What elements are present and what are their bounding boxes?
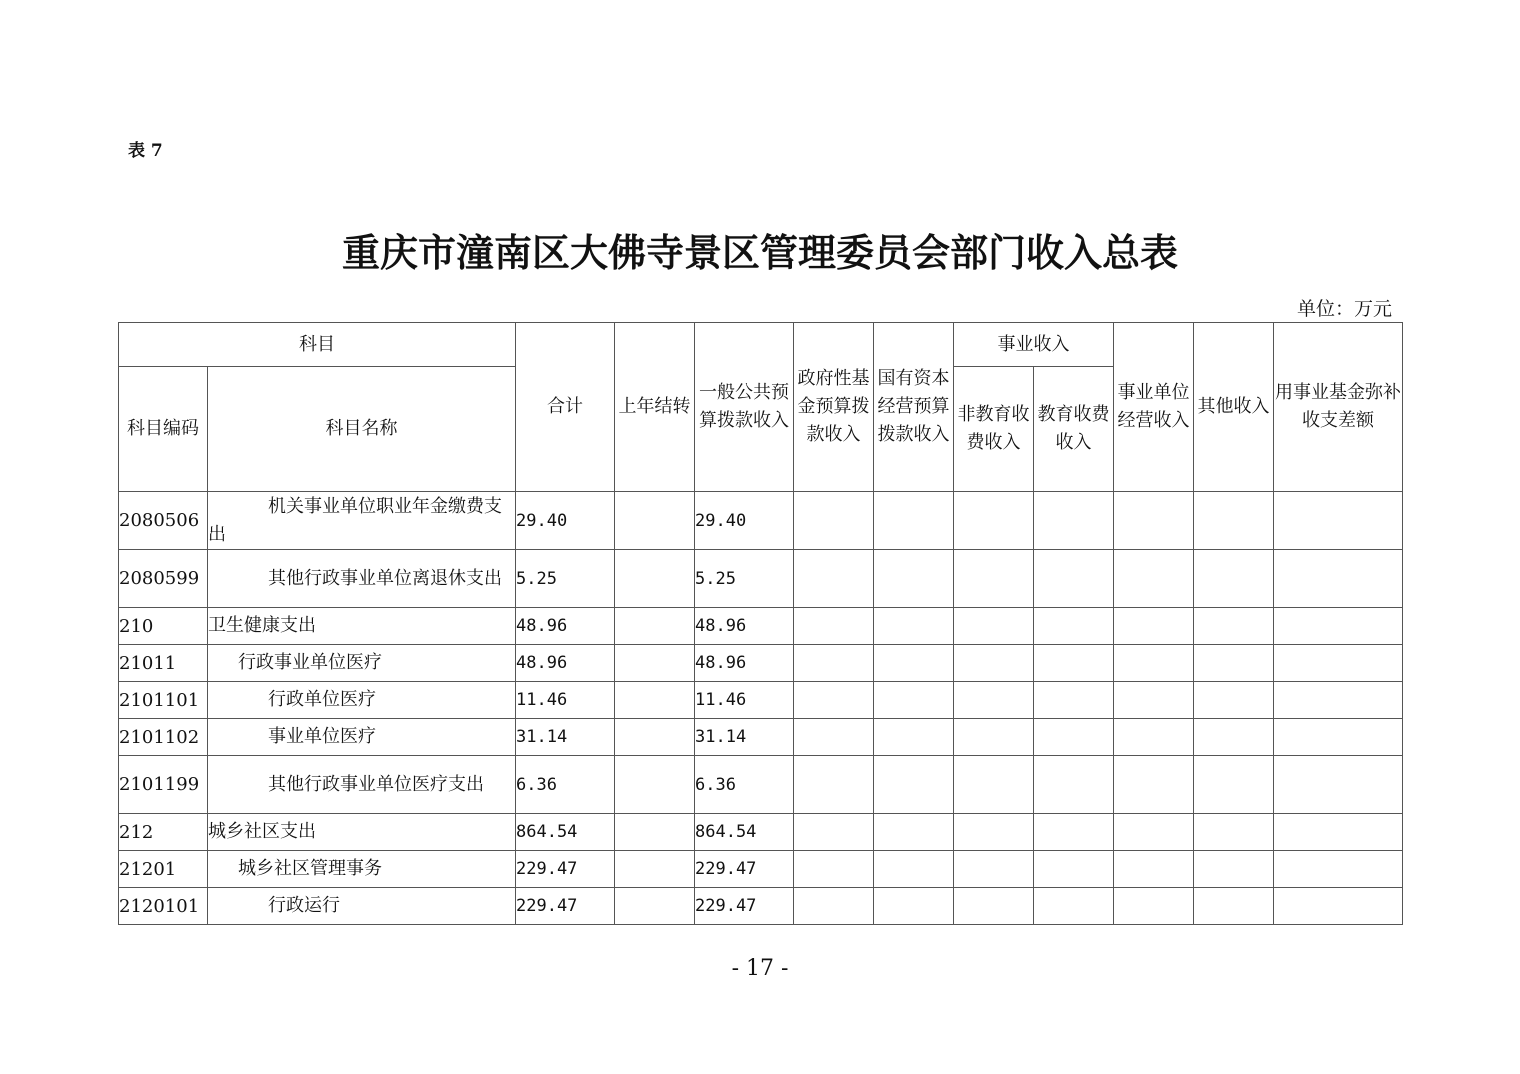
table-body xyxy=(119,492,1403,925)
row-name: 机关事业单位职业年金缴费支出 xyxy=(208,492,516,550)
table-row xyxy=(119,492,1403,550)
row-name: 事业单位医疗 xyxy=(208,719,516,756)
row-carryover xyxy=(615,608,695,645)
row-empty-cell xyxy=(1194,851,1274,888)
row-carryover xyxy=(615,851,695,888)
row-total: 229.47 xyxy=(516,851,615,888)
row-empty-cell xyxy=(1194,814,1274,851)
row-code: 212 xyxy=(119,814,208,851)
row-empty-cell xyxy=(1194,682,1274,719)
row-empty-cell xyxy=(1034,756,1114,814)
row-empty-cell xyxy=(794,888,874,925)
row-name: 城乡社区管理事务 xyxy=(208,851,516,888)
row-empty-cell xyxy=(794,492,874,550)
row-empty-cell xyxy=(874,645,954,682)
row-empty-cell xyxy=(954,814,1034,851)
row-carryover xyxy=(615,719,695,756)
page-number: - 17 - xyxy=(731,956,789,981)
row-total: 31.14 xyxy=(516,719,615,756)
row-total: 5.25 xyxy=(516,550,615,608)
row-general: 29.40 xyxy=(695,492,794,550)
row-empty-cell xyxy=(1114,756,1194,814)
table-row xyxy=(119,851,1403,888)
header-non-edu-fee: 非教育收费收入 xyxy=(954,367,1034,492)
row-general: 229.47 xyxy=(695,888,794,925)
row-code: 2101199 xyxy=(119,756,208,814)
row-empty-cell xyxy=(1114,645,1194,682)
row-empty-cell xyxy=(954,608,1034,645)
row-empty-cell xyxy=(874,682,954,719)
row-name: 行政单位医疗 xyxy=(208,682,516,719)
row-empty-cell xyxy=(1034,719,1114,756)
row-code: 2080599 xyxy=(119,550,208,608)
row-empty-cell xyxy=(954,492,1034,550)
row-empty-cell xyxy=(954,645,1034,682)
row-empty-cell xyxy=(954,888,1034,925)
row-empty-cell xyxy=(1274,645,1403,682)
row-empty-cell xyxy=(1114,814,1194,851)
row-general: 48.96 xyxy=(695,608,794,645)
row-total: 48.96 xyxy=(516,645,615,682)
row-empty-cell xyxy=(1194,608,1274,645)
row-empty-cell xyxy=(954,682,1034,719)
row-empty-cell xyxy=(794,756,874,814)
header-state-capital: 国有资本经营预算拨款收入 xyxy=(874,323,954,492)
income-table xyxy=(118,322,1403,925)
header-carryover: 上年结转 xyxy=(615,323,695,492)
row-empty-cell xyxy=(1194,756,1274,814)
row-empty-cell xyxy=(1034,608,1114,645)
row-empty-cell xyxy=(794,550,874,608)
table-label: 表 7 xyxy=(128,141,163,161)
row-empty-cell xyxy=(1274,814,1403,851)
table-row xyxy=(119,550,1403,608)
row-empty-cell xyxy=(794,645,874,682)
row-empty-cell xyxy=(1034,851,1114,888)
row-name: 行政事业单位医疗 xyxy=(208,645,516,682)
row-empty-cell xyxy=(1194,550,1274,608)
row-empty-cell xyxy=(1114,888,1194,925)
row-name: 城乡社区支出 xyxy=(208,814,516,851)
header-gov-fund: 政府性基金预算拨款收入 xyxy=(794,323,874,492)
header-subject-group: 科目 xyxy=(119,323,516,367)
header-name: 科目名称 xyxy=(208,367,516,492)
table-row xyxy=(119,888,1403,925)
table-header xyxy=(119,323,1403,492)
table-row xyxy=(119,756,1403,814)
row-code: 21011 xyxy=(119,645,208,682)
row-empty-cell xyxy=(794,608,874,645)
row-empty-cell xyxy=(874,756,954,814)
row-code: 21201 xyxy=(119,851,208,888)
row-empty-cell xyxy=(1114,851,1194,888)
row-empty-cell xyxy=(1274,682,1403,719)
row-general: 864.54 xyxy=(695,814,794,851)
row-carryover xyxy=(615,645,695,682)
row-code: 2120101 xyxy=(119,888,208,925)
row-carryover xyxy=(615,756,695,814)
row-name: 其他行政事业单位离退休支出 xyxy=(208,550,516,608)
row-total: 6.36 xyxy=(516,756,615,814)
row-total: 864.54 xyxy=(516,814,615,851)
table-row xyxy=(119,682,1403,719)
row-general: 11.46 xyxy=(695,682,794,719)
row-total: 11.46 xyxy=(516,682,615,719)
row-empty-cell xyxy=(874,719,954,756)
row-empty-cell xyxy=(1114,608,1194,645)
row-empty-cell xyxy=(1274,888,1403,925)
unit-label: 单位：万元 xyxy=(1296,298,1392,320)
row-empty-cell xyxy=(1194,492,1274,550)
row-code: 2101102 xyxy=(119,719,208,756)
row-carryover xyxy=(615,492,695,550)
row-total: 229.47 xyxy=(516,888,615,925)
row-general: 48.96 xyxy=(695,645,794,682)
document-title: 重庆市潼南区大佛寺景区管理委员会部门收入总表 xyxy=(341,231,1178,275)
row-empty-cell xyxy=(954,756,1034,814)
row-carryover xyxy=(615,682,695,719)
row-empty-cell xyxy=(794,814,874,851)
row-carryover xyxy=(615,550,695,608)
row-carryover xyxy=(615,814,695,851)
row-empty-cell xyxy=(954,851,1034,888)
row-carryover xyxy=(615,888,695,925)
header-edu-fee: 教育收费收入 xyxy=(1034,367,1114,492)
header-general-budget: 一般公共预算拨款收入 xyxy=(695,323,794,492)
row-empty-cell xyxy=(1034,814,1114,851)
table-row xyxy=(119,645,1403,682)
row-empty-cell xyxy=(1114,550,1194,608)
row-empty-cell xyxy=(874,608,954,645)
row-empty-cell xyxy=(1114,492,1194,550)
row-empty-cell xyxy=(1274,550,1403,608)
row-general: 6.36 xyxy=(695,756,794,814)
row-empty-cell xyxy=(1114,682,1194,719)
header-code: 科目编码 xyxy=(119,367,208,492)
row-empty-cell xyxy=(794,851,874,888)
table-row xyxy=(119,719,1403,756)
row-code: 2080506 xyxy=(119,492,208,550)
header-other: 其他收入 xyxy=(1194,323,1274,492)
row-empty-cell xyxy=(874,814,954,851)
row-empty-cell xyxy=(1114,719,1194,756)
row-empty-cell xyxy=(1194,888,1274,925)
row-name: 卫生健康支出 xyxy=(208,608,516,645)
row-total: 48.96 xyxy=(516,608,615,645)
row-empty-cell xyxy=(1034,682,1114,719)
row-empty-cell xyxy=(1034,888,1114,925)
row-empty-cell xyxy=(874,492,954,550)
row-empty-cell xyxy=(1034,550,1114,608)
row-empty-cell xyxy=(1034,492,1114,550)
header-total: 合计 xyxy=(516,323,615,492)
row-empty-cell xyxy=(1194,719,1274,756)
row-empty-cell xyxy=(1194,645,1274,682)
row-empty-cell xyxy=(1034,645,1114,682)
row-general: 31.14 xyxy=(695,719,794,756)
header-fund-offset: 用事业基金弥补收支差额 xyxy=(1274,323,1403,492)
row-empty-cell xyxy=(1274,719,1403,756)
row-general: 5.25 xyxy=(695,550,794,608)
row-empty-cell xyxy=(954,719,1034,756)
row-code: 210 xyxy=(119,608,208,645)
row-empty-cell xyxy=(1274,756,1403,814)
row-empty-cell xyxy=(794,719,874,756)
row-empty-cell xyxy=(954,550,1034,608)
header-business-group: 事业收入 xyxy=(954,323,1114,367)
row-empty-cell xyxy=(1274,492,1403,550)
row-general: 229.47 xyxy=(695,851,794,888)
row-empty-cell xyxy=(874,550,954,608)
row-name: 行政运行 xyxy=(208,888,516,925)
row-empty-cell xyxy=(874,851,954,888)
header-unit-business: 事业单位经营收入 xyxy=(1114,323,1194,492)
table-row xyxy=(119,814,1403,851)
row-code: 2101101 xyxy=(119,682,208,719)
row-empty-cell xyxy=(1274,851,1403,888)
row-empty-cell xyxy=(1274,608,1403,645)
row-name: 其他行政事业单位医疗支出 xyxy=(208,756,516,814)
row-empty-cell xyxy=(794,682,874,719)
table-row xyxy=(119,608,1403,645)
row-total: 29.40 xyxy=(516,492,615,550)
row-empty-cell xyxy=(874,888,954,925)
